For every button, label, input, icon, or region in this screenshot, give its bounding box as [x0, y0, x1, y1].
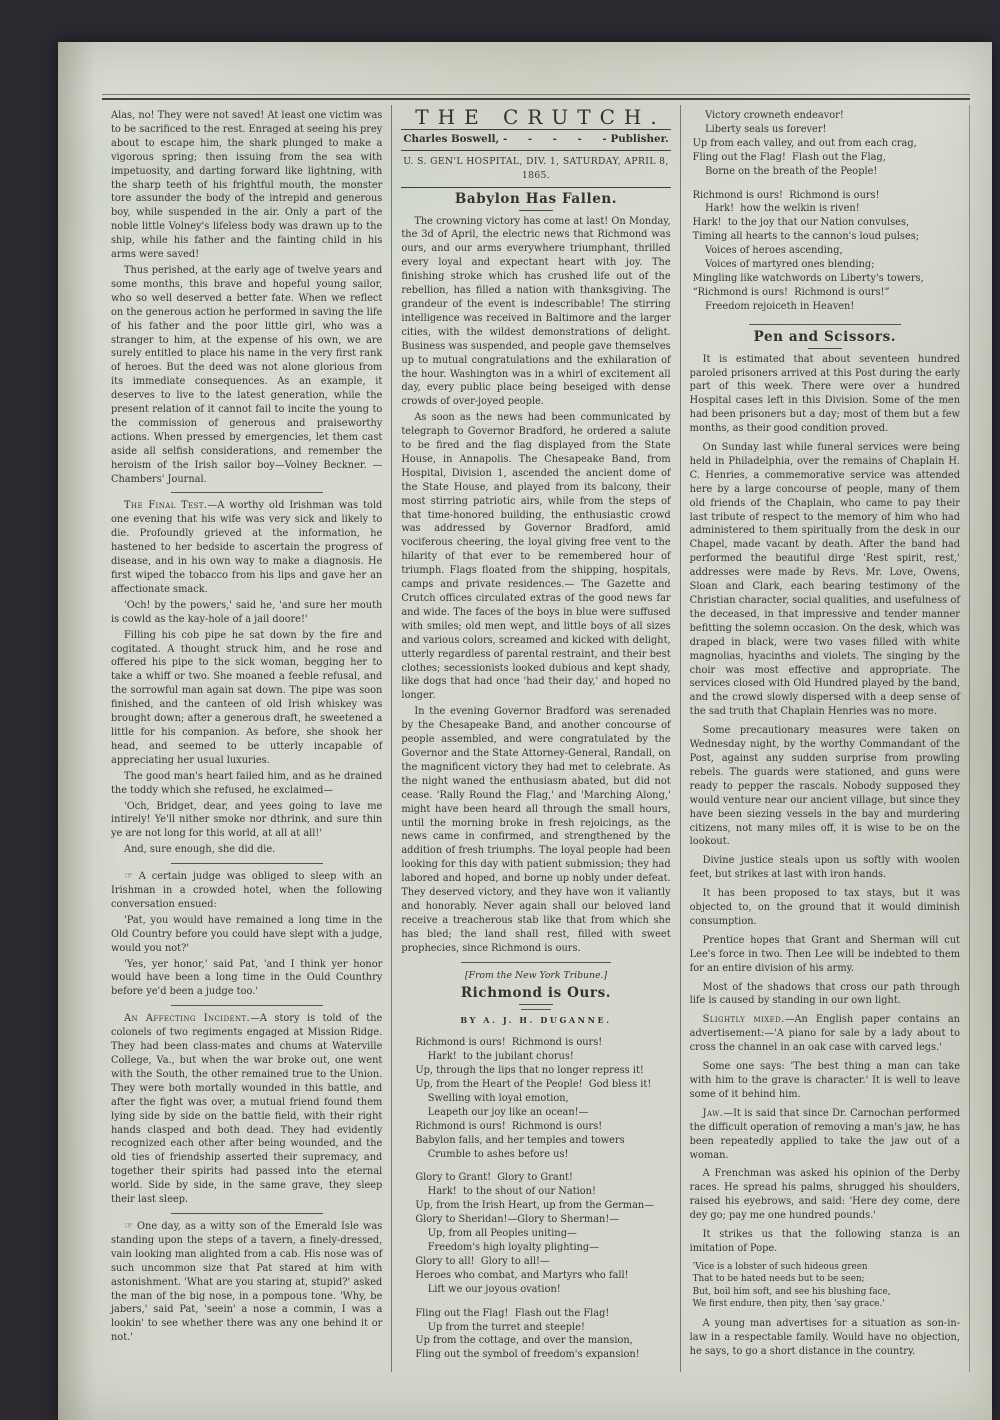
- poem-line: Swelling with loyal emotion,: [415, 1092, 569, 1104]
- page-content: [102, 94, 970, 1372]
- article-headline-block: [401, 987, 670, 1005]
- paragraph: A young man advertises for a situation as son-in-law in a respectable family. Would have no objection, he says, to go a short distance in the country.: [689, 1317, 960, 1357]
- paragraph: 'Pat, you would have remained a long time in the Old Country before you could have slept with a judge, would you not?': [111, 914, 383, 954]
- poem-line: Babylon falls, and her temples and towers: [415, 1134, 625, 1146]
- poem-line: Fling out the symbol of freedom's expansion!: [415, 1349, 640, 1361]
- paragraph: Filling his cob pipe he sat down by the fire and cogitated. A thought struck him, and he rose and offered his pipe to the sick woman, begging her to take a whiff or two. She moaned a feeble refusal, and the sorrowful man again sat down. The pipe was soon finished, and the canteen of old Irish whiskey was brought down; after a generous draft, he sweetened a little for his companion. As before, she shook her head, and seemed to be utterly incapable of appreciating her usual luxuries.: [111, 629, 383, 766]
- poem-line: Hark! to the shout of our Nation!: [415, 1186, 596, 1198]
- masthead: [401, 105, 670, 188]
- middle-column: [391, 105, 680, 1372]
- section-divider-rule: [171, 1213, 323, 1214]
- poem-line: Mingling like watchwords on Liberty's towers,: [692, 272, 924, 284]
- section-divider-rule: [749, 324, 900, 325]
- poem-stanza: [415, 1036, 670, 1161]
- paragraph: In the evening Governor Bradford was serenaded by the Chesapeake Band, and another concourse of people assembled, and were congratulated by the Governor and the State Attorney-General, Randall, on the magnificent victory they had met to celebrate. As the night waned the enthusiasm abated, but did not cease. 'Rally Round the Flag,' and 'Marching Along,' might have been heard all through the small hours, until the morning broke in fresh rejoicings, as the news came in confirmed, and strengthened by the addition of fresh triumphs. The loyal people had been looking for this day with patient submission; they had labored and hoped, and borne up nobly under defeat. They deserved victory, and they have won it valiantly and honorably. Never again shall our beloved land receive a treacherous stab like that from which she has bled; the land shall rest, filled with sweet prophecies, since Richmond is ours.: [401, 706, 671, 954]
- poem-line: Voices of martyred ones blending;: [692, 259, 875, 271]
- paragraph: The good man's heart failed him, and as he drained the toddy which she refused, he exclaimed—: [111, 770, 383, 796]
- paragraph: 'Och! by the powers,' said he, 'and sure her mouth is cowld as the kay-hole of a jail doore!': [111, 599, 383, 625]
- paragraph: Thus perished, at the early age of twelve years and some months, this brave and hopeful young sailor, who so well deserved a better fate. When we reflect on the generous action he performed in saving the life of his father and the poor little girl, who was a stranger to him, at the expense of his own, we are surely entitled to place his name in the very first rank of heroes. But the deed was not alone glorious from its immediate consequences. As an example, it deserves to live to the latest generation, while the present relation of it cannot fail to incite the young to the commission of generous and praiseworthy actions. When pressed by emergencies, let them cast aside all selfish considerations, and remember the heroism of the Irish sailor boy—Volney Beckner. —Chambers' Journal.: [111, 264, 383, 485]
- poem-line: Up, from the Heart of the People! God bless it!: [415, 1079, 652, 1090]
- item-lead: The Final Test.: [124, 500, 208, 512]
- paragraph: 'Yes, yer honor,' said Pat, 'and I think yer honor would have been a long time in the Ould Counthry before ye'd been a judge too.': [111, 958, 383, 998]
- poem-line: Up from the turret and steeple!: [415, 1321, 585, 1333]
- paragraph: 'Och, Bridget, dear, and yees going to lave me intirely! Ye'll nither smoke nor dthrink, and sure thin ye are not long for this world, at all at all!': [111, 800, 383, 840]
- poem-line: But, boil him soft, and see his blushing face,: [692, 1286, 891, 1297]
- item-lead: An Affecting Incident.: [124, 1013, 251, 1025]
- publisher-line: [401, 130, 670, 150]
- poem-line: Voices of heroes ascending,: [692, 245, 843, 257]
- paragraph: Prentice hopes that Grant and Sherman will cut Lee's force in two. Then Lee will be indebted to them for an entire division of his army.: [689, 934, 960, 974]
- article-headline-block: [690, 328, 960, 349]
- paragraph: An Affecting Incident.—A story is told of the colonels of two regiments engaged at Mission Ridge. They had been class-mates and chums at Waterville College, Va., but when the war broke out, one went with the South, the other remained true to the Union. They were both mortally wounded in this battle, and after the fight was over, a mutual friend found them lying side by side on the battle field, with their right hands clasped and both dead. They had evidently recognized each other after being wounded, and the old ties of friendship asserted their supremacy, and together their spirits had passed into the eternal world. Side by side, in the same grave, they sleep their last sleep.: [111, 1013, 383, 1206]
- poem-line: Richmond is ours! Richmond is ours!: [415, 1037, 603, 1049]
- paragraph: As soon as the news had been communicated by telegraph to Governor Bradford, he ordered a salute to be fired and the flag displayed from the State House, in Annapolis. The Chesapeake Band, from Hospital, Division 1, ascended the ancient dome of the State House, and played from its balcony, their most stirring patriotic airs, while from the steps of that time-honored building, the enthusiastic crowd was addressed by Governor Bradford, amid vociferous cheering, the loyal giving free vent to the hilarity of that ever to be remembered hour of triumph. Flags floated from the shipping, hospitals, camps and private residences.— The Gazette and Crutch offices circulated extras of the good news far and wide. The faces of the boys in blue were suffused with smiles; old men wept, and little boys of all sizes and various colors, screamed and kicked with delight, utterly regardless of parental restraint, and their best clothes; secessionists looked dubious and kept shady, like dogs that had once 'had their day,' and hoped no longer.: [401, 412, 671, 702]
- publisher-dashes: - - - - -: [502, 132, 607, 145]
- paragraph: ☞ A certain judge was obliged to sleep with an Irishman in a crowded hotel, when the following conversation ensued:: [111, 871, 383, 910]
- poem-line: Glory to all! Glory to all!—: [415, 1255, 550, 1267]
- poem-line: Crumble to ashes before us!: [415, 1148, 569, 1160]
- poem-line: Richmond is ours! Richmond is ours!: [692, 189, 880, 201]
- paragraph: Divine justice steals upon us softly with woolen feet, but strikes at last with iron hands.: [689, 855, 960, 881]
- poem-line: Freedom's high loyalty plighting—: [415, 1241, 599, 1253]
- poem-line: We first endure, then pity, then 'say grace.': [692, 1299, 885, 1310]
- byline: BY A. J. H. DUGANNE.: [460, 1015, 612, 1026]
- masthead-title: THE CRUTCH.: [415, 105, 666, 129]
- newspaper-page: [58, 42, 992, 1420]
- publisher-title: Publisher.: [610, 132, 669, 145]
- article-headline-block: [401, 190, 670, 211]
- poem-line: Up from the cottage, and over the mansion,: [415, 1335, 633, 1347]
- masthead-rule: [401, 187, 670, 188]
- poem-line: Up, from all Peoples uniting—: [415, 1228, 577, 1240]
- poem-stanza: [415, 1171, 670, 1296]
- article-headline: Pen and Scissors.: [753, 328, 897, 345]
- headline-underline: [519, 1004, 553, 1005]
- poem-line: Glory to Grant! Glory to Grant!: [415, 1172, 573, 1184]
- poem-line: Up from each valley, and out from each crag,: [692, 137, 917, 149]
- paragraph: On Sunday last while funeral services were being held in Philadelphia, over the remains of Chaplain H. C. Henries, a commemorative service was attended here by a large concourse of people, many of them old friends of the Chaplain, who came to pay their last tribute of respect to the memory of him who had administered to them spiritually from the desk in our Chapel, made vacant by death. After the band had performed the beautiful dirge 'Rest spirit, rest,' addresses were made by Revs. Mr. Love, Owens, Sloan and Clark, each bearing testimony of the Christian character, social qualities, and usefulness of the deceased, in that impressive and tender manner befitting the solemn occasion. On the desk, which was draped in black, were two vases filled with white magnolias, hyacinths and violets. The singing by the choir was most effective and appropriate. The services closed with Old Hundred played by the band, and the crowd slowly dispersed with a deep sense of the sad truth that Chaplain Henries was no more.: [689, 442, 960, 718]
- poem-stanza: [415, 1307, 670, 1363]
- middle-column-body: [401, 190, 671, 1363]
- dateline: U. S. GEN'L HOSPITAL, DIV. 1, SATURDAY, APRIL 8, 1865.: [403, 155, 669, 181]
- poem-line: Hark! how the welkin is riven!: [692, 203, 860, 215]
- paragraph: Jaw.—It is said that since Dr. Carnochan performed the difficult operation of removing a man's jaw, he has been repeatedly applied to take the jaw out of a woman.: [689, 1107, 960, 1161]
- article-headline: Babylon Has Fallen.: [454, 190, 618, 207]
- poem-line: Fling out the Flag! Flash out the Flag!: [415, 1307, 610, 1319]
- paragraph: Some one says: 'The best thing a man can take with him to the grave is character.' It is well to leave some of it behind him.: [689, 1061, 960, 1100]
- paragraph: The crowning victory has come at last! On Monday, the 3d of April, the electric news that Richmond was ours, and our arms everywhere triumphant, thrilled every loyal and expectant heart with joy. The finishing stroke which has crushed life out of the rebellion, has filled a nation with thanksgiving. The grandeur of the event is indescribable! The stirring intelligence was received in Baltimore and the larger cities, with the wildest demonstrations of delight. Business was suspended, and people gave themselves up to mutual congratulations and the exhilaration of the hour. Washington was in a whirl of excitement all day, every public place being beseiged with dense crowds of over-joyed people.: [401, 215, 671, 408]
- article-headline: Richmond is Ours.: [460, 985, 612, 1002]
- poem-line: “Richmond is ours! Richmond is ours!”: [692, 286, 890, 298]
- section-divider-rule: [171, 1005, 323, 1006]
- publisher-name: Charles Boswell,: [403, 132, 500, 145]
- left-column: [102, 105, 391, 1372]
- headline-underline: [808, 348, 842, 349]
- poem-stanza: [693, 109, 960, 179]
- paragraph: It is estimated that about seventeen hundred paroled prisoners arrived at this Post during the early part of this week. There were over a hundred Hospital cases left in this Division. Some of the men had been prisoners but a day; most of them but a few months, as their good condition proved.: [689, 353, 960, 435]
- paragraph: It has been proposed to tax stays, but it was objected to, on the ground that it would diminish consumption.: [689, 888, 960, 927]
- poem-line: Glory to Sheridan!—Glory to Sherman!—: [415, 1214, 620, 1226]
- headline-underline: [519, 210, 553, 211]
- paragraph: Some precautionary measures were taken on Wednesday night, by the worthy Commandant of the Post, against any sudden surprise from prowling rebels. The guards were stationed, and guns were ready to pepper the rascals. Nobody supposed they would venture near our ancient village, but since they have been siezing vessels in the bay and murdering citizens, not many miles off, it is wise to be on the lookout.: [689, 725, 960, 848]
- poem-line: Borne on the breath of the People!: [692, 165, 878, 177]
- right-column: [681, 105, 970, 1372]
- paragraph: It strikes us that the following stanza is an imitation of Pope.: [689, 1229, 960, 1254]
- poem-line: Freedom rejoiceth in Heaven!: [692, 300, 855, 312]
- paragraph: And, sure enough, she did die.: [124, 844, 276, 856]
- poem-line: Hark! to the jubilant chorus!: [415, 1051, 574, 1063]
- poem-line: Up, from the Irish Heart, up from the German—: [415, 1200, 655, 1212]
- paragraph: Alas, no! They were not saved! At least one victim was to be sacrificed to the rest. Enraged at seeing his prey about to escape him, the shark plunged to make a vigorous spring; then issuing from the sea with impetuosity, and darting forward like lightning, with the sharp teeth of his frightful mouth, the monster tore assunder the body of the intrepid and generous boy, while suspended in the air. Only a part of the noble little Volney's lifeless body was drawn up to the ship, while his father and the fainting child in his arms were saved!: [111, 110, 383, 261]
- poem-line: 'Vice is a lobster of such hideous green: [692, 1261, 868, 1272]
- poem-line: Victory crowneth endeavor!: [692, 110, 844, 121]
- item-lead: Slightly mixed.: [702, 1014, 785, 1026]
- poem-stanza: [693, 189, 960, 314]
- byline-block: [401, 1009, 670, 1028]
- source-attribution: [From the New York Tribune.]: [464, 969, 608, 981]
- poem-line: Timing all hearts to the cannon's loud pulses;: [692, 231, 920, 243]
- poem-line: Fling out the Flag! Flash out the Flag,: [692, 151, 886, 163]
- paragraph: ☞ One day, as a witty son of the Emerald Isle was standing upon the steps of a tavern, a finely-dressed, vain looking man alighted from a cab. His nose was of such uncommon size that Pat stared at him with astonishment. 'What are you staring at, stupid?' asked the man of the big nose, in a pompous tone. 'Why, be jabers,' said Pat, 'seein' a nose a commin, I was a lookin' to see whether there was any one behind it or not.': [111, 1220, 383, 1344]
- paragraph: The Final Test.—A worthy old Irishman was told one evening that his wife was very sick and likely to die. Profoundly grieved at the information, he hastened to her bedside to ascertain the progress of disease, and in his own way to make a diagnosis. He first wiped the tobacco from his lips and gave her an affectionate smack.: [111, 500, 383, 595]
- section-divider-rule: [171, 492, 323, 493]
- poem-line: Lift we our joyous ovation!: [415, 1283, 561, 1295]
- poem-line: Leapeth our joy like an ocean!—: [415, 1106, 589, 1118]
- poem-line: Liberty seals us forever!: [692, 123, 827, 135]
- section-divider-rule: [461, 962, 612, 963]
- section-divider-rule: [171, 863, 323, 864]
- poem-line: Up, through the lips that no longer repress it!: [415, 1065, 644, 1077]
- paragraph: Most of the shadows that cross our path through life is caused by standing in our own light.: [689, 981, 960, 1007]
- paragraph: A Frenchman was asked his opinion of the Derby races. He spread his palms, shrugged his shoulders, raised his eyebrows, and said: 'Here dey come, dere dey go; pay me one hundred pounds.': [689, 1168, 960, 1222]
- poem-line: That to be hated needs but to be seen;: [692, 1274, 865, 1285]
- poem-line: Heroes who combat, and Martyrs who fall!: [415, 1269, 629, 1281]
- page-top-rule: [102, 94, 970, 100]
- page-columns: [102, 105, 970, 1372]
- paragraph: Slightly mixed.—An English paper contains an advertisement:—'A piano for sale by a lady about to cross the channel in an oak case with carved legs.': [689, 1014, 960, 1054]
- byline-rule: [521, 1009, 551, 1010]
- item-lead: Jaw.: [702, 1107, 724, 1119]
- poem-stanza: [693, 1261, 960, 1311]
- poem-line: Richmond is ours! Richmond is ours!: [415, 1120, 603, 1132]
- poem-line: Hark! to the joy that our Nation convulses,: [692, 217, 910, 229]
